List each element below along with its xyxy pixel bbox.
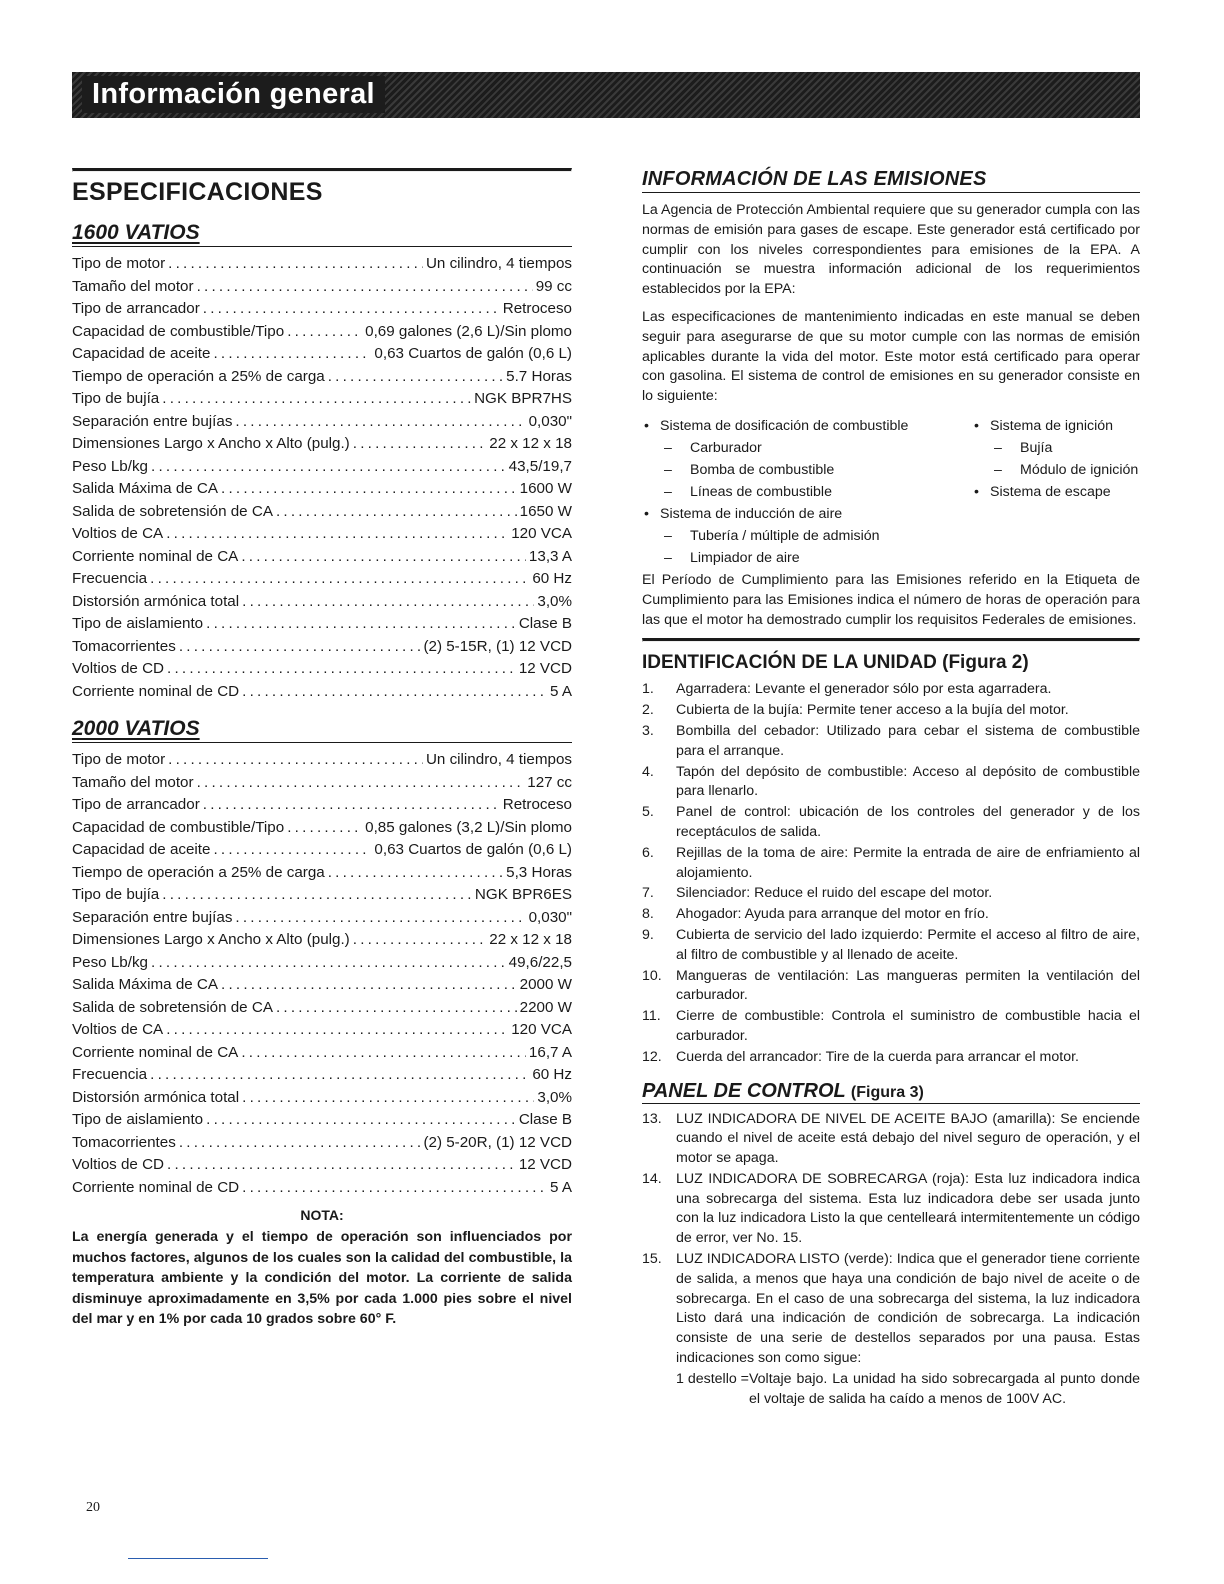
spec-list-1600 (72, 253, 572, 703)
spec-row (72, 343, 572, 366)
emission-component-item: – Bujía (972, 437, 1140, 459)
model-2000-heading: 2000 VATIOS (72, 717, 572, 743)
spec-label: Tipo de motor (72, 751, 166, 768)
spec-row (72, 997, 572, 1020)
spec-row (72, 388, 572, 411)
dot-leader (242, 1087, 534, 1110)
dot-leader (206, 1109, 516, 1132)
unit-identification-list (642, 680, 1140, 1067)
note-heading: NOTA: (300, 1207, 344, 1223)
dot-leader (162, 884, 472, 907)
dot-leader (242, 1177, 547, 1200)
control-panel-item (642, 1110, 1140, 1169)
spec-row (72, 658, 572, 681)
item-text: LUZ INDICADORA DE NIVEL DE ACEITE BAJO (amarilla): Se enciende cuando el nivel de aceite está debajo del nivel seguro de operación, y el motor se apaga. (676, 1110, 1140, 1167)
spec-label: Salida de sobretensión de CA (72, 502, 273, 520)
item-text: Silenciador: Reduce el ruido del escape del motor. (676, 885, 993, 902)
spec-row (72, 1064, 572, 1087)
spec-label: Distorsión armónica total (72, 592, 240, 610)
spec-value: 5 A (550, 682, 572, 700)
item-number: 11. (642, 1008, 661, 1025)
control-panel-item (642, 1250, 1140, 1369)
spec-value: 120 VCA (511, 1021, 572, 1038)
spec-row (72, 456, 572, 479)
emission-component-item: – Líneas de combustible (642, 481, 972, 503)
spec-value: 16,7 A (528, 1043, 572, 1061)
dot-leader (353, 929, 487, 952)
spec-value: Clase B (518, 1111, 572, 1128)
dot-leader (287, 817, 362, 840)
item-text: Cuerda del arrancador: Tire de la cuerda para arrancar el motor. (676, 1048, 1079, 1065)
spec-label: Tipo de aislamiento (72, 615, 204, 632)
unit-part-item (642, 722, 1140, 762)
spec-value: 5.7 Horas (506, 367, 572, 385)
dot-leader (213, 343, 371, 366)
spec-value: 0,030" (528, 412, 572, 430)
spec-label: Voltios de CA (72, 1021, 164, 1038)
note-text: La energía generada y el tiempo de operación son influenciados por muchos factores, algunos de los cuales son la calidad del combustible, la temperatura ambiente y la condición del motor. La corriente de salida disminuye aproximadamente en 3,5% por cada 1.000 pies sobre el nivel del mar y en 1% por cada 10 grados sobre 60° F. (72, 1229, 572, 1327)
spec-value: 127 cc (527, 773, 572, 791)
spec-row (72, 568, 572, 591)
spec-value: 22 x 12 x 18 (489, 931, 572, 948)
control-panel-title: PANEL DE CONTROL (642, 1079, 846, 1102)
dot-leader (197, 772, 525, 795)
spec-value: Retroceso (502, 796, 572, 813)
dot-leader (179, 1132, 421, 1155)
emission-component-item: – Bomba de combustible (642, 459, 972, 481)
spec-row (72, 974, 572, 997)
dot-leader (221, 974, 517, 997)
spec-label: Capacidad de combustible/Tipo (72, 818, 285, 836)
spec-label: Voltios de CA (72, 525, 164, 542)
unit-part-item (642, 905, 1140, 925)
spec-row (72, 772, 572, 795)
spec-row (72, 253, 572, 276)
item-text: Cubierta de la bujía: Permite tener acceso a la bujía del motor. (676, 702, 1069, 719)
dot-leader (197, 276, 533, 299)
dot-leader (168, 749, 423, 772)
emission-component-item: – Carburador (642, 437, 972, 459)
spec-row (72, 298, 572, 321)
spec-value: 3,0% (537, 592, 572, 610)
item-number: 13. (642, 1110, 662, 1127)
spec-label: Peso Lb/kg (72, 457, 148, 475)
dot-leader (241, 546, 526, 569)
spec-row (72, 884, 572, 907)
spec-row (72, 321, 572, 344)
item-number: 7. (642, 885, 654, 902)
specifications-heading: ESPECIFICACIONES (72, 178, 323, 206)
emissions-paragraph-1: La Agencia de Protección Ambiental requiere que su generador cumpla con las normas de emisión para gases de escape. Este generador está certificado por cumplir con los niveles correspondientes para emisiones de la EPA. A continuación se muestra información adicional de los requerimientos establecidos por la EPA: (642, 202, 1140, 298)
spec-label: Frecuencia (72, 570, 148, 587)
spec-label: Tiempo de operación a 25% de carga (72, 367, 325, 385)
spec-label: Corriente nominal de CA (72, 1043, 239, 1061)
spec-row (72, 433, 572, 456)
unit-part-item (642, 680, 1140, 700)
dot-leader (328, 366, 503, 389)
unit-part-item (642, 701, 1140, 721)
item-number: 5. (642, 804, 654, 821)
item-text: LUZ INDICADORA LISTO (verde): Indica que el generador tiene corriente de salida, a menos que haya una condición de bajo nivel de aceite o de sobrecarga. En el caso de una sobrecarga del sistema, la luz indicadora Listo dará una indicación de condición de sobrecarga. La indicación consiste de una serie de destellos separados por una pausa. Estas indicaciones son como sigue: (676, 1251, 1140, 1367)
dot-leader (221, 478, 517, 501)
dot-leader (162, 388, 471, 411)
flash-code-key: 1 destello = (676, 1370, 749, 1387)
spec-row (72, 411, 572, 434)
spec-row (72, 907, 572, 930)
spec-row (72, 276, 572, 299)
item-number: 9. (642, 926, 654, 943)
dot-leader (241, 1042, 526, 1065)
page-number: 20 (86, 1500, 100, 1515)
spec-label: Separación entre bujías (72, 412, 233, 430)
spec-row (72, 366, 572, 389)
dot-leader (328, 862, 503, 885)
item-number: 6. (642, 844, 654, 861)
emission-system-item: • Sistema de ignición (972, 415, 1140, 437)
spec-value: 1600 W (519, 480, 572, 497)
item-number: 12. (642, 1048, 662, 1065)
control-panel-heading (642, 1080, 1140, 1104)
spec-value: 99 cc (535, 277, 572, 295)
information-column (642, 168, 1140, 1409)
emission-component-item: – Limpiador de aire (642, 547, 972, 569)
spec-row (72, 591, 572, 614)
spec-row (72, 1087, 572, 1110)
dot-leader (287, 321, 362, 344)
spec-value: 2200 W (519, 998, 572, 1016)
spec-value: 12 VCD (518, 660, 572, 677)
item-number: 4. (642, 763, 654, 780)
footer-rule (128, 1558, 268, 1559)
emissions-paragraph-2: Las especificaciones de mantenimiento indicadas en este manual se deben seguir para asegurarse de que su motor cumple con las normas de emisión aplicables durante la vida del motor. Este motor está certificado para operar con gasolina. El sistema de control de emisiones en su generador consiste en lo siguiente: (642, 308, 1140, 405)
dot-leader (167, 658, 516, 681)
spec-row (72, 749, 572, 772)
spec-label: Corriente nominal de CA (72, 547, 239, 565)
spec-row (72, 546, 572, 569)
spec-value: 12 VCD (518, 1156, 572, 1173)
spec-row (72, 1109, 572, 1132)
spec-row (72, 613, 572, 636)
dot-leader (242, 681, 547, 704)
divider (642, 638, 1140, 642)
spec-value: 1650 W (519, 502, 572, 520)
spec-value: 0,85 galones (3,2 L)/Sin plomo (365, 818, 572, 836)
spec-label: Corriente nominal de CD (72, 1178, 240, 1196)
dot-leader (235, 411, 525, 434)
spec-row (72, 839, 572, 862)
spec-row (72, 794, 572, 817)
unit-part-item (642, 967, 1140, 1007)
emission-systems-col-2 (972, 415, 1140, 569)
spec-value: 5 A (550, 1178, 572, 1196)
spec-value: NGK BPR6ES (474, 886, 572, 903)
spec-value: 43,5/19,7 (508, 457, 572, 475)
dot-leader (213, 839, 371, 862)
spec-value: Un cilindro, 4 tiempos (425, 751, 572, 768)
item-number: 1. (642, 681, 654, 698)
spec-value: 0,63 Cuartos de galón (0,6 L) (374, 841, 572, 858)
spec-value: 120 VCA (511, 525, 572, 542)
item-text: Tapón del depósito de combustible: Acceso al depósito de combustible para llenarlo. (676, 763, 1140, 800)
item-text: Cubierta de servicio del lado izquierdo: Permite el acceso al filtro de aire, al filtro de combustible y al llenado de aceite. (676, 926, 1140, 963)
spec-label: Tipo de arrancador (72, 300, 200, 317)
spec-row (72, 1019, 572, 1042)
spec-row (72, 501, 572, 524)
dot-leader (276, 501, 517, 524)
banner-title: Información general (82, 76, 385, 113)
spec-label: Capacidad de aceite (72, 345, 211, 362)
control-panel-item (642, 1170, 1140, 1249)
spec-row (72, 952, 572, 975)
spec-label: Capacidad de aceite (72, 841, 211, 858)
emission-component-item: – Módulo de ignición (972, 459, 1140, 481)
spec-value: 60 Hz (532, 1066, 572, 1083)
control-panel-list (642, 1110, 1140, 1369)
spec-value: 0,69 galones (2,6 L)/Sin plomo (365, 322, 572, 340)
spec-value: Retroceso (502, 300, 572, 317)
spec-list-2000 (72, 749, 572, 1199)
item-number: 14. (642, 1170, 662, 1187)
spec-value: (2) 5-15R, (1) 12 VCD (423, 637, 572, 655)
emission-systems-list (642, 415, 1140, 569)
flash-code-value: Voltaje bajo. La unidad ha sido sobrecargada al punto donde el voltaje de salida ha caído a menos de 100V AC. (748, 1370, 1140, 1407)
spec-row (72, 636, 572, 659)
spec-label: Salida Máxima de CA (72, 480, 219, 497)
spec-value: Un cilindro, 4 tiempos (425, 255, 572, 272)
spec-value: 22 x 12 x 18 (489, 435, 572, 452)
item-text: Agarradera: Levante el generador sólo por esta agarradera. (676, 681, 1052, 698)
specifications-column (72, 168, 572, 1330)
dot-leader (166, 1019, 508, 1042)
item-number: 10. (642, 967, 662, 984)
unit-part-item (642, 803, 1140, 843)
spec-label: Tipo de aislamiento (72, 1111, 204, 1128)
item-text: Cierre de combustible: Controla el suministro de combustible hacia el carburador. (676, 1008, 1140, 1044)
spec-label: Dimensiones Largo x Ancho x Alto (pulg.) (72, 435, 350, 452)
dot-leader (203, 298, 500, 321)
dot-leader (353, 433, 487, 456)
item-text: Panel de control: ubicación de los controles del generador y de los receptáculos de salida. (676, 804, 1140, 840)
spec-label: Dimensiones Largo x Ancho x Alto (pulg.) (72, 931, 350, 948)
unit-identification-heading: IDENTIFICACIÓN DE LA UNIDAD (Figura 2) (642, 652, 1029, 674)
dot-leader (167, 1154, 516, 1177)
spec-label: Corriente nominal de CD (72, 682, 240, 700)
spec-row (72, 1132, 572, 1155)
unit-part-item (642, 1007, 1140, 1047)
spec-label: Tomacorrientes (72, 1133, 176, 1151)
spec-value: 60 Hz (532, 570, 572, 587)
spec-label: Salida Máxima de CA (72, 976, 219, 993)
emission-system-item: • Sistema de inducción de aire (642, 503, 972, 525)
emission-systems-col-1 (642, 415, 972, 569)
dot-leader (179, 636, 421, 659)
spec-row (72, 817, 572, 840)
item-text: LUZ INDICADORA DE SOBRECARGA (roja): Esta luz indicadora indica una sobrecarga del sistema. Esta luz indicadora debe ser usada junto con la luz indicadora Listo la que centelleará intermitentemente un código de error, ver No. 15. (676, 1170, 1140, 1247)
item-number: 15. (642, 1251, 662, 1268)
dot-leader (166, 523, 508, 546)
spec-row (72, 1154, 572, 1177)
item-text: Rejillas de la toma de aire: Permite la entrada de aire de enfriamiento al alojamiento. (676, 844, 1140, 881)
dot-leader (151, 952, 506, 975)
spec-label: Separación entre bujías (72, 908, 233, 926)
spec-row (72, 1042, 572, 1065)
spec-label: Frecuencia (72, 1066, 148, 1083)
dot-leader (206, 613, 516, 636)
item-number: 2. (642, 702, 654, 719)
dot-leader (150, 568, 529, 591)
spec-label: Voltios de CD (72, 1156, 165, 1173)
item-text: Ahogador: Ayuda para arranque del motor en frío. (676, 906, 989, 923)
dot-leader (242, 591, 534, 614)
model-1600-heading: 1600 VATIOS (72, 221, 572, 247)
spec-row (72, 478, 572, 501)
dot-leader (235, 907, 525, 930)
spec-row (72, 862, 572, 885)
unit-part-item (642, 844, 1140, 884)
spec-label: Tipo de arrancador (72, 796, 200, 813)
spec-label: Peso Lb/kg (72, 953, 148, 971)
unit-part-item (642, 1048, 1140, 1068)
spec-value: Clase B (518, 615, 572, 632)
spec-value: 5,3 Horas (506, 863, 572, 881)
spec-label: Tamaño del motor (72, 773, 194, 791)
spec-label: Tipo de motor (72, 255, 166, 272)
spec-label: Tomacorrientes (72, 637, 176, 655)
emission-system-item: • Sistema de dosificación de combustible (642, 415, 972, 437)
spec-row (72, 1177, 572, 1200)
spec-label: Tipo de bujía (72, 390, 160, 407)
control-panel-figure-ref: (Figura 3) (850, 1083, 924, 1101)
dot-leader (168, 253, 423, 276)
item-text: Bombilla del cebador: Utilizado para cebar el sistema de combustible para el arranque. (676, 722, 1140, 759)
emission-system-item: • Sistema de escape (972, 481, 1140, 503)
spec-label: Tamaño del motor (72, 277, 194, 295)
spec-value: 0,030" (528, 908, 572, 926)
flash-code-row (642, 1370, 1140, 1410)
dot-leader (276, 997, 517, 1020)
emissions-heading: INFORMACIÓN DE LAS EMISIONES (642, 168, 1140, 193)
spec-label: Voltios de CD (72, 660, 165, 677)
spec-label: Salida de sobretensión de CA (72, 998, 273, 1016)
dot-leader (203, 794, 500, 817)
spec-label: Tiempo de operación a 25% de carga (72, 863, 325, 881)
spec-value: 3,0% (537, 1088, 572, 1106)
unit-part-item (642, 763, 1140, 803)
spec-value: 0,63 Cuartos de galón (0,6 L) (374, 345, 572, 362)
spec-row (72, 681, 572, 704)
section-banner (72, 72, 1140, 118)
spec-label: Tipo de bujía (72, 886, 160, 903)
spec-label: Capacidad de combustible/Tipo (72, 322, 285, 340)
item-number: 8. (642, 906, 654, 923)
dot-leader (151, 456, 506, 479)
spec-value: NGK BPR7HS (474, 390, 572, 407)
unit-part-item (642, 926, 1140, 966)
item-number: 3. (642, 722, 654, 739)
spec-value: 2000 W (519, 976, 572, 993)
spec-value: 13,3 A (528, 547, 572, 565)
spec-value: (2) 5-20R, (1) 12 VCD (423, 1133, 572, 1151)
emission-component-item: – Tubería / múltiple de admisión (642, 525, 972, 547)
item-text: Mangueras de ventilación: Las mangueras permiten la ventilación del carburador. (676, 967, 1140, 1004)
spec-row (72, 929, 572, 952)
dot-leader (150, 1064, 529, 1087)
divider (72, 168, 572, 172)
unit-part-item (642, 884, 1140, 904)
spec-value: 49,6/22,5 (508, 953, 572, 971)
spec-row (72, 523, 572, 546)
spec-label: Distorsión armónica total (72, 1088, 240, 1106)
emissions-paragraph-3: El Período de Cumplimiento para las Emisiones referido en la Etiqueta de Cumplimiento para las Emisiones indica el número de horas de operación para las que el motor ha demostrado cumplir los requisitos Federales de emisiones. (642, 571, 1140, 628)
